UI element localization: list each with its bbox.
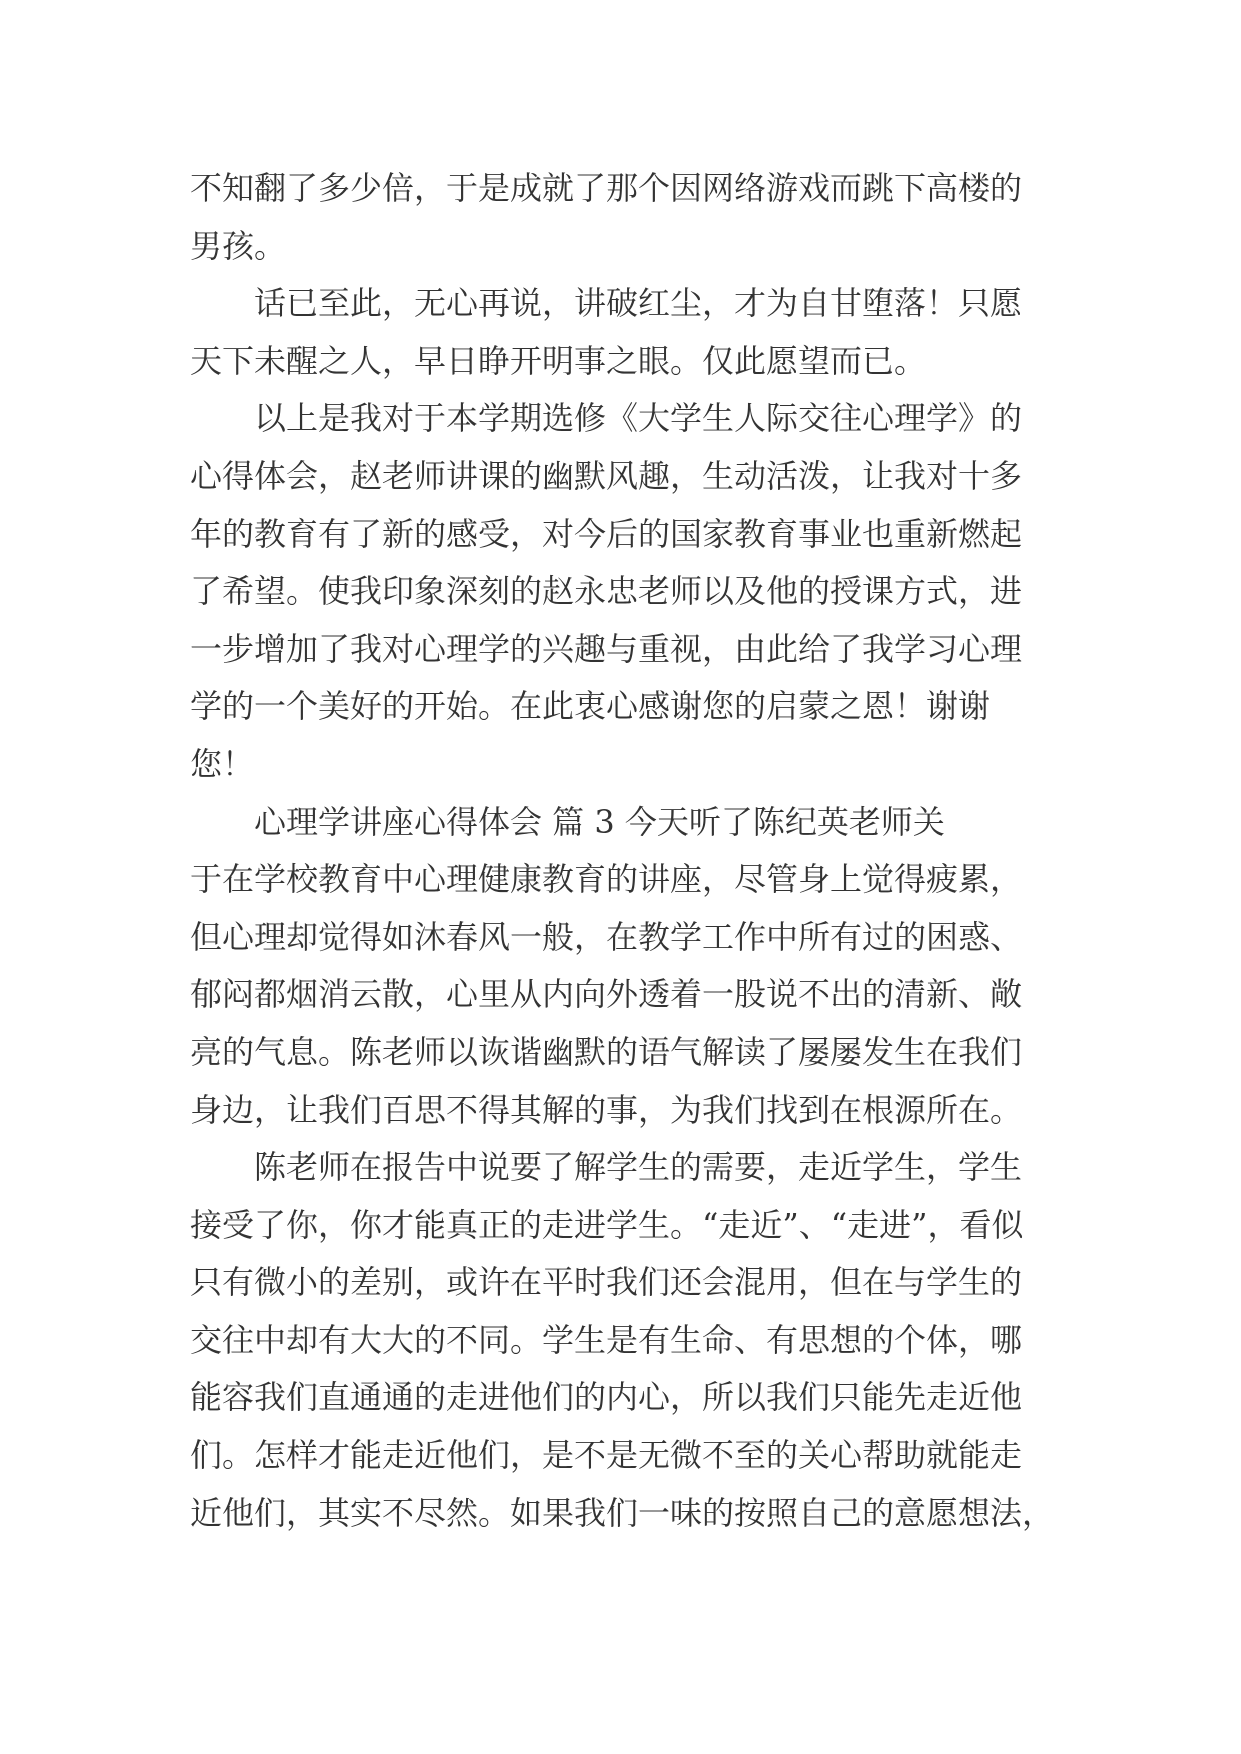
text-line: 一步增加了我对心理学的兴趣与重视，由此给了我学习心理 <box>190 629 1023 668</box>
text-line: 交往中却有大大的不同。学生是有生命、有思想的个体，哪 <box>190 1320 1023 1359</box>
text-line: 身边，让我们百思不得其解的事，为我们找到在根源所在。 <box>190 1090 1023 1129</box>
text-line: 话已至此，无心再说，讲破红尘，才为自甘堕落！只愿 <box>254 284 1023 323</box>
text-line: 心得体会，赵老师讲课的幽默风趣，生动活泼，让我对十多 <box>190 456 1023 495</box>
text-line: 接受了你，你才能真正的走进学生。“走近”、“走进”，看似 <box>190 1205 1024 1244</box>
paragraph-1 <box>190 160 1070 275</box>
paragraph-3 <box>190 390 1070 793</box>
text-line: 了希望。使我印象深刻的赵永忠老师以及他的授课方式，进 <box>190 572 1023 611</box>
text-line: 您！ <box>190 744 255 783</box>
text-line: 亮的气息。陈老师以诙谐幽默的语气解读了屡屡发生在我们 <box>190 1032 1023 1071</box>
text-line: 陈老师在报告中说要了解学生的需要，走近学生，学生 <box>254 1148 1023 1187</box>
paragraph-5 <box>190 1139 1070 1542</box>
text-line: 能容我们直通通的走进他们的内心，所以我们只能先走近他 <box>190 1378 1023 1417</box>
paragraph-4 <box>190 794 1070 1140</box>
text-line: 学的一个美好的开始。在此衷心感谢您的启蒙之恩！谢谢 <box>190 687 991 726</box>
text-line: 们。怎样才能走近他们，是不是无微不至的关心帮助就能走 <box>190 1436 1023 1475</box>
text-line: 郁闷都烟消云散，心里从内向外透着一股说不出的清新、敞 <box>190 975 1023 1014</box>
text-line: 只有微小的差别，或许在平时我们还会混用，但在与学生的 <box>190 1263 1023 1302</box>
paragraph-2 <box>190 275 1070 390</box>
section-heading-line: 心理学讲座心得体会 篇 3 今天听了陈纪英老师关 <box>254 802 945 841</box>
text-line: 以上是我对于本学期选修《大学生人际交往心理学》的 <box>254 399 1023 438</box>
text-line: 不知翻了多少倍，于是成就了那个因网络游戏而跳下高楼的 <box>190 169 1023 207</box>
text-line: 天下未醒之人，早日睁开明事之眼。仅此愿望而已。 <box>190 341 927 380</box>
text-line: 男孩。 <box>190 226 287 265</box>
text-line: 近他们，其实不尽然。如果我们一味的按照自己的意愿想法， <box>190 1493 1055 1532</box>
text-line: 但心理却觉得如沐春风一般，在教学工作中所有过的困惑、 <box>190 917 1023 956</box>
text-line: 于在学校教育中心理健康教育的讲座，尽管身上觉得疲累， <box>190 860 1023 899</box>
document-body <box>190 160 1070 1542</box>
text-line: 年的教育有了新的感受，对今后的国家教育事业也重新燃起 <box>190 514 1023 553</box>
